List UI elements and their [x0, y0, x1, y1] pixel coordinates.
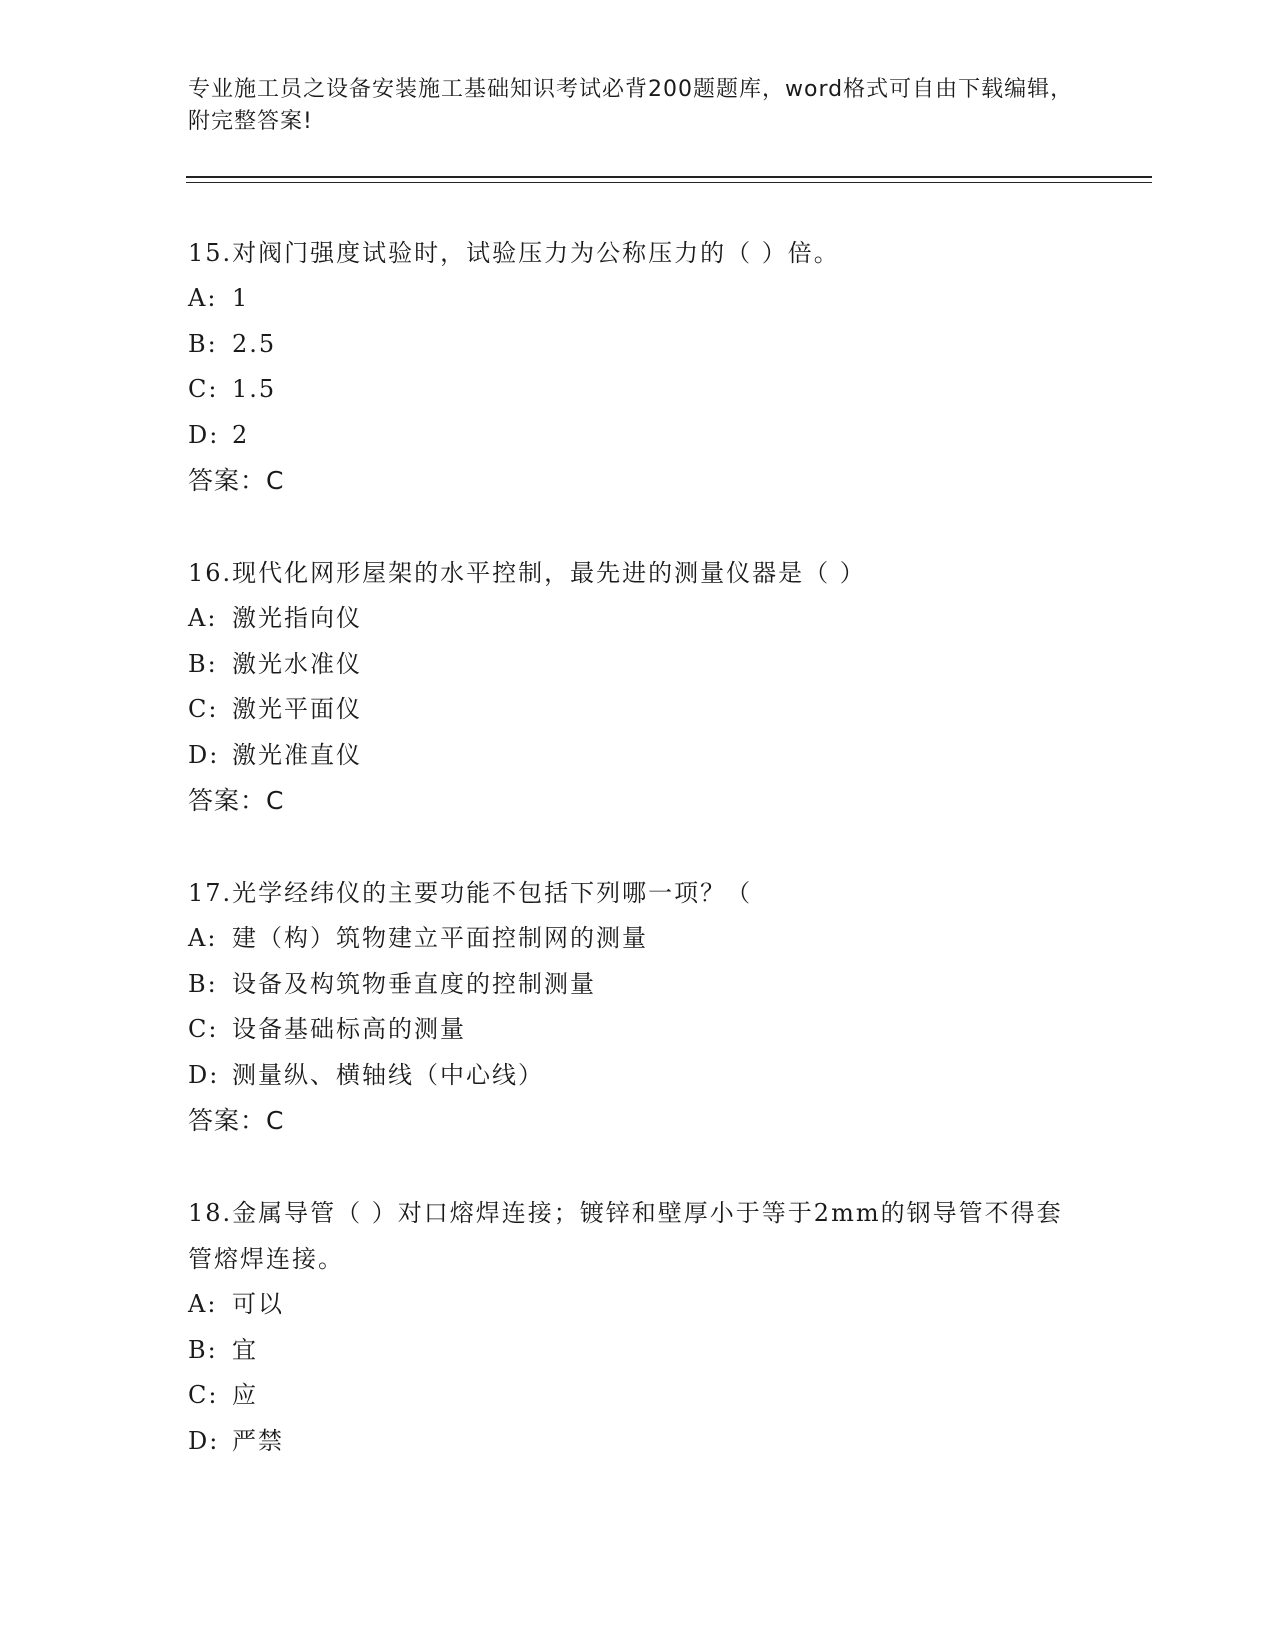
option-label: C: [188, 695, 219, 723]
question-15 [188, 230, 1088, 503]
option-text: 激光平面仪 [232, 695, 362, 723]
option-b [188, 1328, 1088, 1374]
option-label: C: [188, 1381, 219, 1409]
answer: 答案：C [188, 466, 285, 495]
option-a [188, 596, 1088, 642]
option-label: D: [188, 740, 220, 769]
option-label: C: [188, 375, 219, 403]
option-d [188, 733, 1088, 779]
option-text: 激光指向仪 [232, 604, 362, 632]
question-16 [188, 550, 1088, 823]
option-text: 2.5 [232, 329, 277, 358]
option-label: D: [188, 1426, 220, 1455]
option-d [188, 1419, 1088, 1465]
option-text: 建（构）筑物建立平面控制网的测量 [232, 924, 648, 952]
question-18 [188, 1190, 1088, 1464]
option-text: 测量纵、横轴线（中心线） [232, 1060, 544, 1089]
option-label: B: [188, 329, 218, 358]
option-b [188, 642, 1088, 688]
option-text: 可以 [232, 1290, 284, 1318]
option-c [188, 1007, 1088, 1053]
question-17 [188, 870, 1088, 1143]
option-label: A: [188, 1290, 218, 1318]
option-text: 设备基础标高的测量 [232, 1015, 466, 1043]
option-label: A: [188, 284, 218, 312]
option-text: 设备及构筑物垂直度的控制测量 [232, 969, 596, 998]
option-label: B: [188, 969, 218, 998]
option-a [188, 916, 1088, 962]
option-text: 严禁 [232, 1426, 284, 1455]
header-divider-thin [186, 182, 1152, 183]
option-b [188, 962, 1088, 1008]
header-divider-thick [186, 176, 1152, 178]
header-title: 专业施工员之设备安装施工基础知识考试必背200题题库，word格式可自由下载编辑，附完整答案! [188, 77, 1074, 134]
option-a [188, 1282, 1088, 1328]
option-label: D: [188, 1060, 220, 1089]
option-label: D: [188, 420, 220, 449]
option-text: 应 [232, 1381, 258, 1409]
option-a [188, 276, 1088, 322]
question-text: 18.金属导管（ ）对口熔焊连接；镀锌和壁厚小于等于2mm的钢导管不得套管熔焊连接。 [188, 1199, 1063, 1273]
option-label: B: [188, 1335, 218, 1364]
option-c [188, 687, 1088, 733]
option-label: C: [188, 1015, 219, 1043]
question-text: 16.现代化网形屋架的水平控制，最先进的测量仪器是（ ） [188, 559, 866, 587]
question-text: 17.光学经纬仪的主要功能不包括下列哪一项？（ [188, 879, 753, 907]
option-label: A: [188, 604, 218, 632]
option-text: 激光水准仪 [232, 649, 362, 678]
answer: 答案：C [188, 786, 285, 815]
option-label: B: [188, 649, 218, 678]
option-text: 宜 [232, 1335, 258, 1364]
option-text: 1 [232, 284, 250, 312]
question-text: 15.对阀门强度试验时，试验压力为公称压力的（ ）倍。 [188, 239, 840, 267]
option-label: A: [188, 924, 218, 952]
option-text: 2 [232, 420, 250, 449]
option-c [188, 1373, 1088, 1419]
option-d [188, 413, 1088, 459]
option-b [188, 322, 1088, 368]
document-header [188, 74, 1088, 138]
option-c [188, 367, 1088, 413]
option-text: 1.5 [232, 375, 277, 403]
answer: 答案：C [188, 1106, 285, 1135]
option-text: 激光准直仪 [232, 740, 362, 769]
option-d [188, 1053, 1088, 1099]
